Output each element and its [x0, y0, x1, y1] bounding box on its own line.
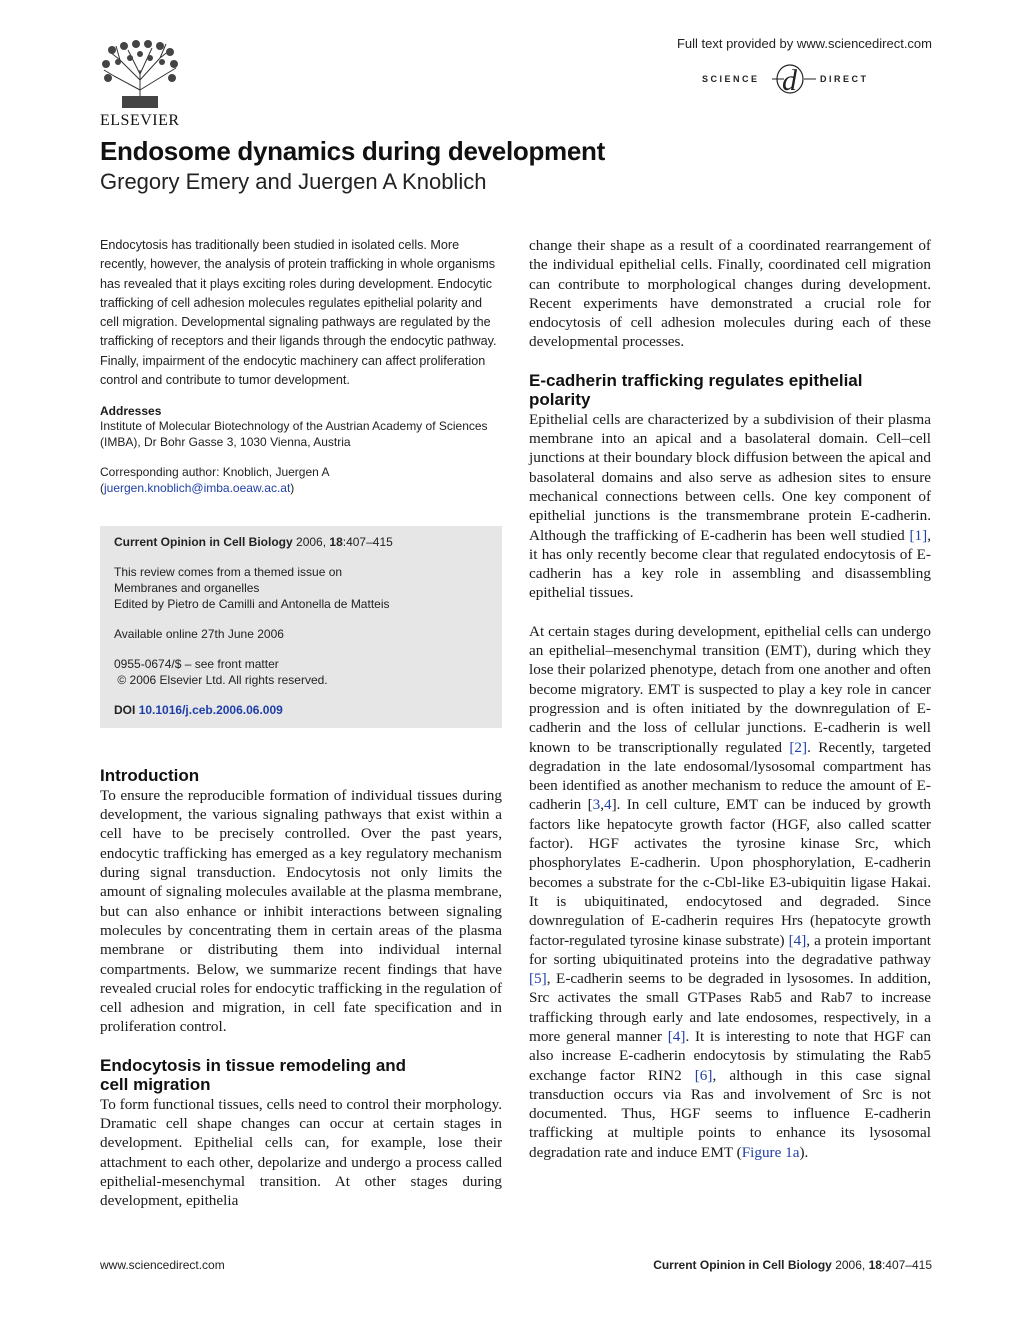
sd-left-word: SCIENCE	[702, 74, 760, 84]
footer-website[interactable]: www.sciencedirect.com	[100, 1258, 225, 1272]
sd-right-word: DIRECT	[820, 74, 869, 84]
ref-link-2[interactable]: [2]	[789, 738, 808, 756]
fulltext-notice[interactable]: Full text provided by www.sciencedirect.com	[676, 36, 932, 51]
ref-link-4c[interactable]: [4]	[667, 1027, 686, 1045]
ref-link-1[interactable]: [1]	[909, 526, 928, 544]
addresses-heading: Addresses	[100, 404, 162, 419]
intro-heading: Introduction	[100, 766, 200, 786]
edited-by: Edited by Pietro de Camilli and Antonella de Matteis	[114, 597, 390, 612]
ecad-paragraph-2: At certain stages during development, epithelial cells can undergo an epithelial–mesenchymal transition (EMT), during which they lose their polarized phenotype, detach from one another and often become migratory. EMT is suspected to play a key role in cancer progression and is often initiated by the downregulation of E-cadherin and the loss of cellular junctions. E-cadherin is well known to be transcriptionally regulated [2]. Recently, targeted degradation in the late endosomal/lysosomal compartment has been identified as another mechanism to reduce the amount of E-cadherin [3,4]. In cell culture, EMT can be induced by growth factors like hepatocyte growth factor (HGF, also called scatter factor). HGF activates the tyrosine kinase Src, which phosphorylates E-cadherin. Upon phosphorylation, E-cadherin becomes a substrate for the c-Cbl-like E3-ubiquitin ligase Hakai. It is ubiquitinated, endocytosed and degraded. Since downregulation of E-cadherin requires Hrs (hepatocyte growth factor-regulated tyrosine kinase substrate) [4], a protein important for sorting ubiquitinated proteins into the degradative pathway [5], E-cadherin seems to be degraded in lysosomes. In addition, Src activates the small GTPases Rab5 and Rab7 to increase trafficking through early and late endosomes, respectively, in a more general manner [4]. It is interesting to note that HGF can also increase E-cadherin endocytosis by stimulating the Rab5 exchange factor RIN2 [6], although in this case signal transduction occurs via Ras and involvement of Src is not documented. Thus, HGF seems to influence E-cadherin trafficking at multiple points to enhance its lysosomal degradation rate and induce EMT (Figure 1a).	[529, 622, 932, 1161]
continued-paragraph: change their shape as a result of a coordinated rearrangement of the individual epithelial cells. Finally, coordinated cell migration can contribute to morphological changes during development. Recent experiments have demonstrated a crucial role for endocytosis of cell adhesion molecules during each of these developmental processes.	[529, 237, 931, 351]
elsevier-tree-icon	[100, 40, 180, 110]
intro-paragraph: To ensure the reproducible formation of individual tissues during development, the various signaling pathways that exist within a cell have to be precisely controlled. Over the past years, endocytic trafficking has emerged as a key regulatory mechanism during signal transduction. Endocytosis not only limits the amount of signaling molecules available at the plasma membrane, but can also enhance or inhibit interactions between signaling molecules by concentrating them in certain areas of the plasma membrane or distributing them into individual internal compartments. Below, we summarize recent findings that have revealed crucial roles for endocytic trafficking in the regulation of cell adhesion and migration, in cell fate specification and in proliferation control.	[100, 786, 502, 1036]
doi: DOI 10.1016/j.ceb.2006.06.009	[114, 703, 283, 718]
journal-name: Current Opinion in Cell Biology	[114, 535, 293, 550]
ecad-heading: E-cadherin trafficking regulates epithelial polarity	[529, 370, 863, 410]
info-box	[100, 526, 502, 728]
figure-link[interactable]: Figure 1a	[741, 1143, 800, 1161]
doi-link[interactable]: 10.1016/j.ceb.2006.06.009	[138, 703, 283, 718]
themed-line-2: Membranes and organelles	[114, 581, 260, 596]
email-link[interactable]: juergen.knoblich@imba.oeaw.ac.at	[104, 481, 291, 496]
left-column	[100, 236, 502, 1211]
available-online: Available online 27th June 2006	[114, 627, 284, 642]
abstract: Endocytosis has traditionally been studied in isolated cells. More recently, however, the analysis of protein trafficking in whole organisms has revealed that it plays exciting roles during development. Endocytic trafficking of cell adhesion molecules regulates epithelial polarity and cell migration. Developmental signaling pathways are regulated by the trafficking of receptors and their ligands through the endocytic pathway. Finally, impairment of the endocytic machinery can affect proliferation control and contribute to tumor development.	[100, 238, 497, 388]
issn: 0955-0674/$ – see front matter	[114, 657, 279, 672]
ref-link-5[interactable]: [5]	[529, 970, 547, 988]
ref-link-6[interactable]: [6]	[694, 1066, 713, 1084]
journal-citation: Current Opinion in Cell Biology 2006, 18:407–415	[114, 535, 393, 550]
ecad-paragraph-1: Epithelial cells are characterized by a subdivision of their plasma membrane into an apical and a basolateral domain. Cell–cell junctions at their boundary block diffusion between the apical and basolateral domains and also serve as adhesion sites to ensure mechanical connections between cells. One key component of epithelial junctions is the transmembrane protein E-cadherin. Although the trafficking of E-cadherin has been well studied [1], it has only recently become clear that regulated endocytosis of E-cadherin has a key role in assembling and disassembling epithelial tissues.	[529, 410, 931, 602]
ref-link-4b[interactable]: [4]	[788, 931, 807, 949]
corresponding-label: Corresponding author: Knoblich, Juergen A	[100, 465, 330, 480]
article-authors: Gregory Emery and Juergen A Knoblich	[100, 169, 487, 194]
ref-link-3[interactable]: 3	[592, 796, 601, 814]
footer-citation: Current Opinion in Cell Biology 2006, 18:407–415	[653, 1258, 932, 1272]
sd-mark: d	[782, 64, 797, 97]
ref-link-4[interactable]: 4	[604, 796, 612, 814]
right-column	[529, 236, 931, 1162]
address: Institute of Molecular Biotechnology of the Austrian Academy of Sciences (IMBA), Dr Bohr Gasse 3, 1030 Vienna, Austria	[100, 419, 488, 450]
elsevier-logo	[100, 40, 180, 130]
copyright: © 2006 Elsevier Ltd. All rights reserved.	[117, 673, 328, 688]
publisher-name: ELSEVIER	[100, 112, 180, 129]
remodel-paragraph: To form functional tissues, cells need to control their morphology. Dramatic cell shape changes can occur at certain stages in development. Epithelial cells can, for example, lose their attachment to each other, depolarize and undergo a process called epithelial-mesenchymal transition. At other stages during development, epithelia	[100, 1095, 502, 1210]
article-title: Endosome dynamics during development	[100, 136, 605, 166]
remodel-heading: Endocytosis in tissue remodeling and cell migration	[100, 1055, 407, 1095]
corresponding-author: Corresponding author: Knoblich, Juergen A (juergen.knoblich@imba.oeaw.ac.at)	[100, 465, 330, 496]
sciencedirect-logo	[700, 62, 932, 102]
themed-line-1: This review comes from a themed issue on	[114, 565, 343, 580]
